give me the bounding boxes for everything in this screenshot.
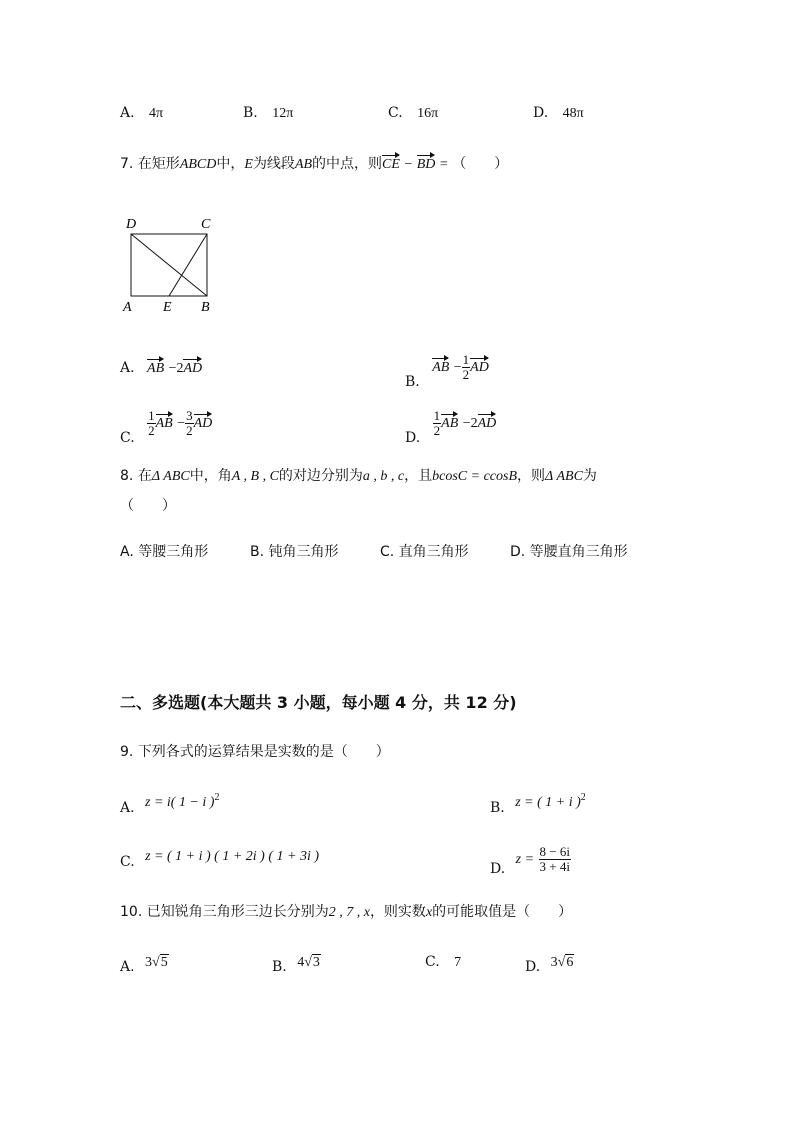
q6-option-a	[120, 106, 163, 121]
stem-text: 在	[137, 468, 152, 484]
denominator: 3 + 4i	[539, 858, 570, 874]
option-label: D.	[405, 430, 421, 447]
vector-ce: CE	[382, 157, 400, 172]
coefficient: 2	[470, 416, 478, 432]
question-number: 9.	[120, 744, 134, 760]
option-label: A.	[120, 105, 135, 121]
stem-text: 下列各式的运算结果是实数的是（ ）	[137, 744, 390, 760]
option-expression: z = ( 1 + i )	[515, 794, 581, 810]
q6-option-c	[388, 106, 438, 121]
q8-parens: （ ）	[120, 498, 176, 514]
question-number: 8.	[120, 468, 134, 484]
answer-parens: （ ）	[452, 156, 509, 172]
radicand: 3	[312, 955, 320, 970]
rect-name: ABCD	[179, 157, 217, 172]
vector-ab: AB	[441, 416, 459, 432]
q8-option-b: B. 钝角三角形	[250, 544, 339, 560]
vector-ab: AB	[147, 361, 165, 376]
q9-stem	[120, 745, 390, 759]
option-label: D.	[490, 861, 506, 878]
q8-option-c: C. 直角三角形	[380, 544, 469, 560]
option-value: 7	[454, 955, 462, 970]
option-label: A.	[120, 799, 135, 816]
q9-option-a	[120, 792, 220, 816]
exponent: 2	[214, 792, 220, 803]
vector-bd: BD	[416, 157, 436, 172]
option-expression: z = ( 1 + i ) ( 1 + 2i ) ( 1 + 3i )	[145, 849, 320, 864]
option-value: 48π	[562, 106, 584, 121]
stem-text: 为线段	[252, 156, 295, 172]
coefficient: 4	[297, 955, 305, 970]
radical-expression: 4√3	[297, 955, 320, 970]
q6-option-d	[533, 106, 584, 121]
radical-expression: 3√5	[145, 955, 168, 970]
option-label: A.	[120, 959, 135, 975]
denominator: 2	[148, 422, 155, 438]
q7-option-c: C. $\frac{1}{2}$ AB − $\frac{3}{2}$ AD	[120, 408, 213, 447]
option-value: 16π	[417, 106, 439, 121]
condition: bcosC = ccosB	[432, 469, 518, 484]
numerator: 3	[186, 408, 193, 423]
stem-text: ，则	[517, 468, 546, 484]
coefficient: 3	[145, 955, 153, 970]
vector-ad: AD	[183, 361, 203, 376]
option-label: C.	[425, 954, 440, 970]
segment-ce	[169, 234, 207, 296]
label-e: E	[163, 300, 172, 315]
point-e: E	[244, 157, 253, 172]
q8-stem	[120, 469, 597, 484]
q8-option-a: A. 等腰三角形	[120, 544, 209, 560]
label-c: C	[201, 217, 211, 232]
q9-option-b	[490, 792, 586, 816]
vector-ab: AB	[432, 360, 450, 376]
q7-option-a: A. AB −2AD	[120, 360, 203, 376]
sides: a , b , c	[362, 469, 405, 484]
numerator: 1	[433, 408, 441, 423]
option-label: B.	[405, 374, 420, 391]
coefficient: 3	[550, 955, 558, 970]
fraction-half	[147, 409, 156, 437]
fraction	[539, 845, 571, 873]
q6-option-b	[243, 106, 293, 121]
q7-stem	[120, 157, 508, 172]
stem-text: 中，角	[189, 468, 232, 484]
q9-option-c	[120, 849, 320, 870]
segment-ab: AB	[294, 157, 313, 172]
diagonal-db	[131, 234, 207, 296]
triangle-abc: Δ ABC	[151, 469, 190, 484]
stem-text: 已知锐角三角形三边长分别为	[146, 904, 329, 920]
q10-stem	[120, 905, 572, 920]
vector-ab: AB	[155, 416, 173, 432]
stem-text: 中，	[216, 156, 245, 172]
stem-text: ，则实数	[369, 904, 426, 920]
variable-x: x	[425, 905, 433, 920]
denominator: 2	[186, 422, 193, 438]
stem-text: 为	[582, 468, 597, 484]
rectangle-figure	[118, 212, 228, 322]
option-value: 12π	[272, 106, 294, 121]
stem-text: 的中点，则	[312, 156, 383, 172]
option-label: C.	[388, 105, 403, 121]
option-label: B.	[490, 799, 505, 816]
q7-option-b: B. AB − $\frac{1}{2}$ AD	[405, 352, 489, 391]
label-b: B	[201, 300, 210, 315]
fraction-half	[462, 353, 471, 381]
coefficient: 2	[176, 361, 184, 376]
exponent: 2	[580, 792, 586, 803]
radical-expression: 3√6	[550, 955, 574, 970]
radicand: 5	[160, 955, 168, 970]
q10-option-b	[272, 955, 321, 975]
equals-sign: =	[439, 157, 448, 172]
vector-ad: AD	[193, 416, 213, 432]
option-value: 4π	[149, 106, 164, 121]
section-title: 二、多选题(本大题共 3 小题，每小题 4 分，共 12 分)	[120, 693, 517, 712]
option-label: C.	[120, 430, 135, 447]
denominator: 2	[462, 366, 470, 382]
question-number: 7.	[120, 156, 134, 172]
option-label: D.	[533, 105, 549, 121]
radicand: 6	[566, 955, 574, 970]
triangle-abc: Δ ABC	[545, 469, 583, 484]
numerator: 1	[462, 352, 470, 367]
question-number: 10.	[120, 904, 143, 920]
option-label: A.	[120, 360, 135, 376]
q9-option-d	[490, 844, 571, 878]
numerator: 1	[148, 408, 155, 423]
q10-option-d	[525, 955, 574, 975]
vector-ad: AD	[477, 416, 497, 432]
stem-text: ，且	[404, 468, 433, 484]
option-expression: z =	[515, 852, 535, 868]
option-label: B.	[243, 105, 258, 121]
label-d: D	[126, 217, 137, 232]
option-label: B.	[272, 959, 287, 975]
fraction-half	[433, 409, 442, 437]
q10-option-c	[425, 955, 461, 970]
stem-text: 在矩形	[137, 156, 180, 172]
sides: 2 , 7 , x	[328, 905, 370, 920]
q10-option-a	[120, 955, 169, 975]
denominator: 2	[433, 422, 441, 438]
option-label: C.	[120, 854, 135, 870]
vector-ad: AD	[470, 360, 489, 376]
stem-text: 的可能取值是（ ）	[432, 904, 573, 920]
minus-sign: −	[404, 157, 413, 172]
q8-option-d: D. 等腰直角三角形	[510, 544, 628, 560]
numerator: 8 − 6i	[539, 844, 570, 859]
stem-text: 的对边分别为	[278, 468, 363, 484]
angles: A , B , C	[231, 469, 279, 484]
option-label: D.	[525, 959, 541, 975]
label-a: A	[123, 300, 132, 315]
fraction-three-halves	[185, 409, 194, 437]
option-expression: z = i( 1 − i )	[145, 794, 215, 810]
q7-option-d: D. $\frac{1}{2}$ AB −2AD	[405, 408, 497, 447]
